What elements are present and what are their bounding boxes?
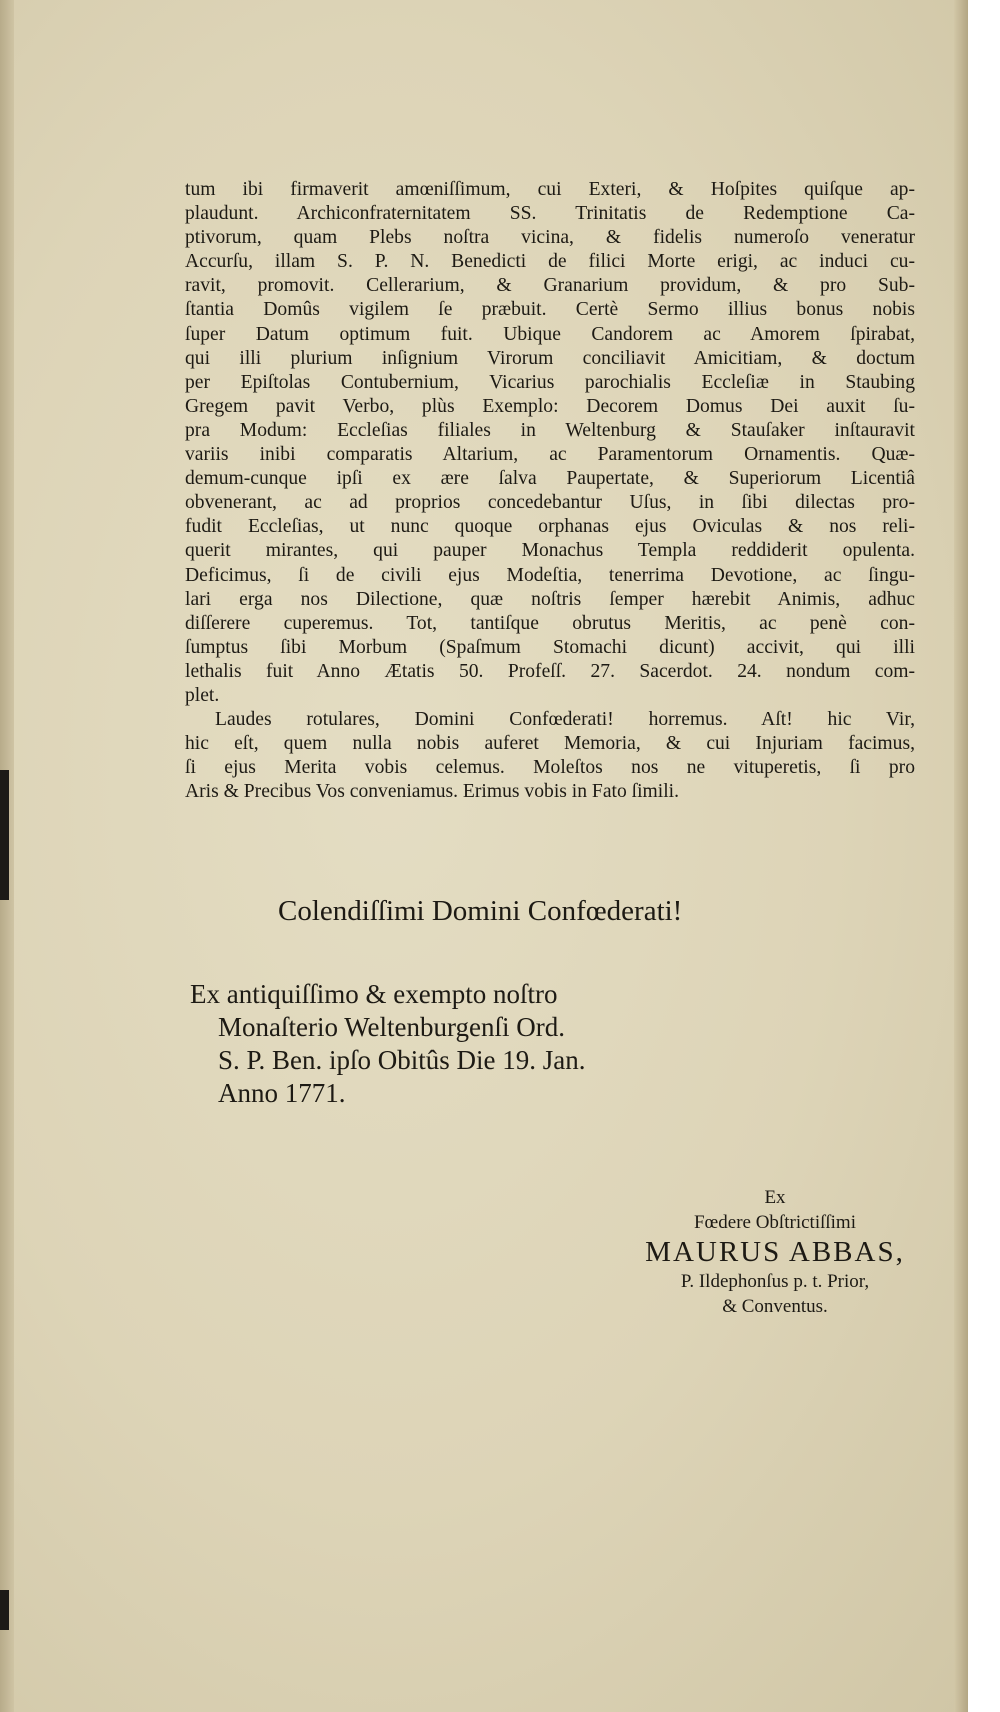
text-line: per Epiſtolas Contubernium, Vicarius parochialis Eccleſiæ in Staubing <box>185 371 915 393</box>
text-line: qui illi plurium inſignium Virorum conciliavit Amicitiam, & doctum <box>185 347 915 369</box>
place-date-line: Ex antiquiſſimo & exempto noſtro <box>190 979 558 1009</box>
text-line: obvenerant, ac ad proprios concedebantur Uſus, in ſibi dilectas pro- <box>185 492 915 514</box>
text-line: ptivorum, quam Plebs noſtra vicina, & fidelis numeroſo veneratur <box>185 227 915 249</box>
text-line: plet. <box>185 684 220 706</box>
salutation: Colendiſſimi Domini Confœderati! <box>278 895 683 927</box>
place-date-line: Monaſterio Weltenburgenſi Ord. <box>218 1012 566 1042</box>
text-line: Gregem pavit Verbo, plùs Exemplo: Decorem Domus Dei auxit ſu- <box>185 395 915 417</box>
text-line: ravit, promovit. Cellerarium, & Granarium providum, & pro Sub- <box>185 275 915 297</box>
binding-tab <box>0 770 9 900</box>
place-date-line: Anno 1771. <box>218 1078 346 1108</box>
text-line: variis inibi comparatis Altarium, ac Paramentorum Ornamentis. Quæ- <box>185 444 915 466</box>
signature-conventus: & Conventus. <box>722 1296 828 1317</box>
text-line: ſuper Datum optimum fuit. Ubique Candorem ac Amorem ſpirabat, <box>185 323 915 345</box>
signature-ex: Ex <box>764 1187 786 1208</box>
signature-block <box>610 1185 940 1319</box>
place-date-line: S. P. Ben. ipſo Obitûs Die 19. Jan. <box>218 1045 586 1075</box>
text-line: demum-cunque ipſi ex ære ſalva Paupertate, & Superiorum Licentiâ <box>185 468 915 490</box>
signature-foedere: Fœdere Obſtrictiſſimi <box>693 1212 856 1233</box>
text-line: Accurſu, illam S. P. N. Benedicti de filici Morte erigi, ac induci cu- <box>185 251 915 273</box>
binding-tab <box>0 1590 9 1630</box>
body-text <box>185 178 915 804</box>
text-line: hic eſt, quem nulla nobis auferet Memoria, & cui Injuriam facimus, <box>185 733 915 755</box>
text-line: pra Modum: Eccleſias filiales in Weltenburg & Stauſaker inſtauravit <box>185 419 915 441</box>
text-line: ſi ejus Merita vobis celemus. Moleſtos nos ne vituperetis, ſi pro <box>185 757 915 779</box>
text-line: Laudes rotulares, Domini Confœderati! horremus. Aſt! hic Vir, <box>215 709 915 731</box>
text-line: querit mirantes, qui pauper Monachus Templa reddiderit opulenta. <box>185 540 915 562</box>
place-date-block <box>190 978 710 1110</box>
signature-prior: P. Ildephonſus p. t. Prior, <box>680 1271 870 1292</box>
text-line: diſſerere cuperemus. Tot, tantiſque obrutus Meritis, ac penè con- <box>185 612 915 634</box>
text-line: tum ibi firmaverit amœniſſimum, cui Exteri, & Hoſpites quiſque ap- <box>185 179 915 200</box>
text-line: Deficimus, ſi de civili ejus Modeſtia, tenerrima Devotione, ac ſingu- <box>185 564 915 586</box>
text-line: lethalis fuit Anno Ætatis 50. Profeſſ. 27. Sacerdot. 24. nondum com- <box>185 660 915 682</box>
text-line: lari erga nos Dilectione, quæ noſtris ſemper hærebit Animis, adhuc <box>185 588 915 610</box>
text-line: Aris & Precibus Vos conveniamus. Erimus vobis in Fato ſimili. <box>185 781 680 803</box>
text-line: ſtantia Domûs vigilem ſe præbuit. Certè Sermo illius bonus nobis <box>185 299 915 321</box>
text-line: ſumptus ſibi Morbum (Spaſmum Stomachi dicunt) accivit, qui illi <box>185 636 915 658</box>
text-line: fudit Eccleſias, ut nunc quoque orphanas ejus Oviculas & nos reli- <box>185 516 915 538</box>
page-right-edge <box>954 0 968 1712</box>
text-line: plaudunt. Archiconfraternitatem SS. Trinitatis de Redemptione Ca- <box>185 203 915 225</box>
signature-abbas: MAURUS ABBAS, <box>645 1236 905 1268</box>
